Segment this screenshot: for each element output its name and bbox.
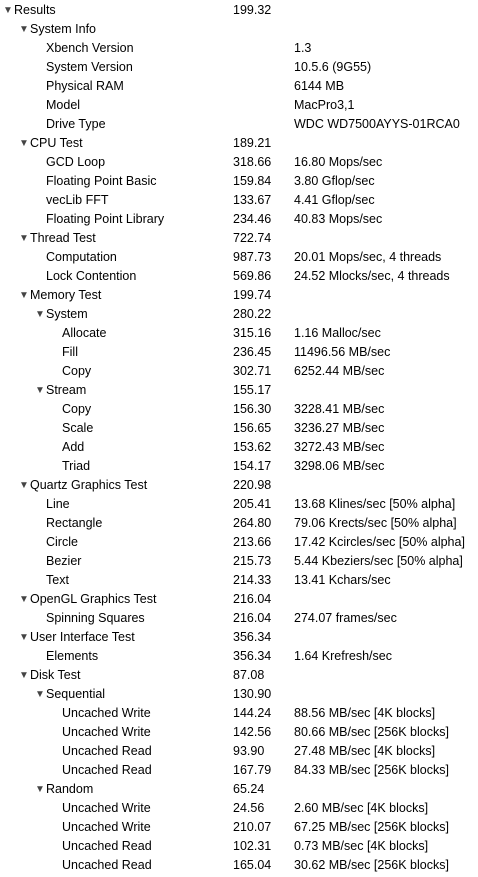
row-label: Text xyxy=(46,573,69,587)
row-score: 216.04 xyxy=(233,592,272,606)
row-label: Floating Point Basic xyxy=(46,174,157,188)
tree-row[interactable] xyxy=(0,172,478,191)
tree-group-row[interactable] xyxy=(0,134,478,153)
row-label: Copy xyxy=(62,402,92,416)
row-label: Rectangle xyxy=(46,516,103,530)
row-label: Uncached Write xyxy=(62,706,151,720)
row-label: Add xyxy=(62,440,85,454)
row-detail: 274.07 frames/sec xyxy=(294,611,397,625)
row-label: OpenGL Graphics Test xyxy=(30,592,157,606)
row-detail: 79.06 Krects/sec [50% alpha] xyxy=(294,516,457,530)
tree-row[interactable] xyxy=(0,438,478,457)
tree-row[interactable] xyxy=(0,362,478,381)
disclosure-triangle-icon[interactable]: ▼ xyxy=(3,5,13,16)
row-score: 987.73 xyxy=(233,250,272,264)
row-score: 144.24 xyxy=(233,706,272,720)
row-detail: 20.01 Mops/sec, 4 threads xyxy=(294,250,442,264)
row-detail: 84.33 MB/sec [256K blocks] xyxy=(294,763,449,777)
row-detail: MacPro3,1 xyxy=(294,98,355,112)
row-label: System xyxy=(46,307,88,321)
row-label: GCD Loop xyxy=(46,155,106,169)
row-score: 159.84 xyxy=(233,174,272,188)
row-label: Scale xyxy=(62,421,94,435)
row-score: 214.33 xyxy=(233,573,272,587)
tree-row[interactable] xyxy=(0,210,478,229)
row-label: Random xyxy=(46,782,94,796)
tree-group-row[interactable] xyxy=(0,476,478,495)
row-detail: WDC WD7500AYYS-01RCA0 xyxy=(294,117,460,131)
row-label: User Interface Test xyxy=(30,630,135,644)
row-score: 302.71 xyxy=(233,364,272,378)
row-detail: 4.41 Gflop/sec xyxy=(294,193,375,207)
row-score: 356.34 xyxy=(233,630,272,644)
tree-row[interactable] xyxy=(0,552,478,571)
tree-row[interactable] xyxy=(0,742,478,761)
row-detail: 30.62 MB/sec [256K blocks] xyxy=(294,858,449,872)
tree-group-row[interactable] xyxy=(0,286,478,305)
row-detail: 1.64 Krefresh/sec xyxy=(294,649,392,663)
row-label: Allocate xyxy=(62,326,107,340)
disclosure-triangle-icon[interactable]: ▼ xyxy=(35,784,45,795)
tree-group-row[interactable] xyxy=(0,1,478,20)
row-label: Uncached Write xyxy=(62,820,151,834)
disclosure-triangle-icon[interactable]: ▼ xyxy=(19,233,29,244)
row-detail: 10.5.6 (9G55) xyxy=(294,60,372,74)
row-detail: 11496.56 MB/sec xyxy=(294,345,391,359)
row-score: 155.17 xyxy=(233,383,272,397)
row-score: 156.65 xyxy=(233,421,272,435)
row-score: 213.66 xyxy=(233,535,272,549)
row-label: Uncached Read xyxy=(62,858,152,872)
disclosure-triangle-icon[interactable]: ▼ xyxy=(35,309,45,320)
disclosure-triangle-icon[interactable]: ▼ xyxy=(19,632,29,643)
row-label: Uncached Write xyxy=(62,801,151,815)
row-detail: 24.52 Mlocks/sec, 4 threads xyxy=(294,269,450,283)
row-label: Uncached Read xyxy=(62,839,152,853)
row-score: 280.22 xyxy=(233,307,272,321)
row-label: Thread Test xyxy=(30,231,96,245)
disclosure-triangle-icon[interactable]: ▼ xyxy=(19,290,29,301)
row-label: vecLib FFT xyxy=(46,193,109,207)
tree-group-row[interactable] xyxy=(0,666,478,685)
row-score: 189.21 xyxy=(233,136,272,150)
tree-row[interactable] xyxy=(0,571,478,590)
row-score: 24.56 xyxy=(233,801,265,815)
tree-row[interactable] xyxy=(0,58,478,77)
tree-row[interactable] xyxy=(0,248,478,267)
row-label: Stream xyxy=(46,383,87,397)
row-score: 199.74 xyxy=(233,288,272,302)
tree-row[interactable] xyxy=(0,343,478,362)
tree-group-row[interactable] xyxy=(0,20,478,39)
row-score: 722.74 xyxy=(233,231,272,245)
row-score: 153.62 xyxy=(233,440,272,454)
row-detail: 13.68 Klines/sec [50% alpha] xyxy=(294,497,456,511)
row-detail: 3298.06 MB/sec xyxy=(294,459,385,473)
tree-row[interactable] xyxy=(0,704,478,723)
row-detail: 67.25 MB/sec [256K blocks] xyxy=(294,820,449,834)
row-detail: 3228.41 MB/sec xyxy=(294,402,385,416)
row-detail: 5.44 Kbeziers/sec [50% alpha] xyxy=(294,554,463,568)
tree-group-row[interactable] xyxy=(0,229,478,248)
row-label: Xbench Version xyxy=(46,41,134,55)
row-detail: 1.16 Malloc/sec xyxy=(294,326,381,340)
row-label: Drive Type xyxy=(46,117,106,131)
tree-row[interactable] xyxy=(0,457,478,476)
disclosure-triangle-icon[interactable]: ▼ xyxy=(19,670,29,681)
tree-row[interactable] xyxy=(0,761,478,780)
row-detail: 16.80 Mops/sec xyxy=(294,155,383,169)
tree-row[interactable] xyxy=(0,799,478,818)
row-score: 167.79 xyxy=(233,763,272,777)
row-label: Uncached Write xyxy=(62,725,151,739)
row-score: 154.17 xyxy=(233,459,272,473)
tree-row[interactable] xyxy=(0,153,478,172)
row-detail: 13.41 Kchars/sec xyxy=(294,573,391,587)
disclosure-triangle-icon[interactable]: ▼ xyxy=(19,24,29,35)
row-label: Model xyxy=(46,98,81,112)
row-label: Copy xyxy=(62,364,92,378)
row-label: Triad xyxy=(62,459,91,473)
row-score: 210.07 xyxy=(233,820,272,834)
row-detail: 6144 MB xyxy=(294,79,345,93)
row-score: 220.98 xyxy=(233,478,272,492)
tree-group-row[interactable] xyxy=(0,590,478,609)
row-label: Lock Contention xyxy=(46,269,137,283)
tree-row[interactable] xyxy=(0,837,478,856)
row-label: Circle xyxy=(46,535,78,549)
row-score: 356.34 xyxy=(233,649,272,663)
row-detail: 2.60 MB/sec [4K blocks] xyxy=(294,801,429,815)
tree-row[interactable] xyxy=(0,533,478,552)
disclosure-triangle-icon[interactable]: ▼ xyxy=(19,480,29,491)
tree-row[interactable] xyxy=(0,267,478,286)
row-score: 199.32 xyxy=(233,3,272,17)
disclosure-triangle-icon[interactable]: ▼ xyxy=(19,138,29,149)
tree-group-row[interactable] xyxy=(0,628,478,647)
row-label: Elements xyxy=(46,649,99,663)
row-score: 264.80 xyxy=(233,516,272,530)
row-score: 102.31 xyxy=(233,839,272,853)
tree-row[interactable] xyxy=(0,400,478,419)
tree-group-row[interactable] xyxy=(0,305,478,324)
row-score: 65.24 xyxy=(233,782,265,796)
row-detail: 6252.44 MB/sec xyxy=(294,364,385,378)
row-score: 165.04 xyxy=(233,858,272,872)
row-detail: 40.83 Mops/sec xyxy=(294,212,383,226)
row-label: System Version xyxy=(46,60,133,74)
tree-row[interactable] xyxy=(0,514,478,533)
row-score: 93.90 xyxy=(233,744,265,758)
row-detail: 27.48 MB/sec [4K blocks] xyxy=(294,744,436,758)
row-score: 156.30 xyxy=(233,402,272,416)
tree-row[interactable] xyxy=(0,77,478,96)
row-score: 205.41 xyxy=(233,497,272,511)
row-label: Line xyxy=(46,497,70,511)
row-score: 142.56 xyxy=(233,725,272,739)
row-label: Spinning Squares xyxy=(46,611,145,625)
row-score: 318.66 xyxy=(233,155,272,169)
row-score: 234.46 xyxy=(233,212,272,226)
tree-group-row[interactable] xyxy=(0,685,478,704)
row-label: Floating Point Library xyxy=(46,212,165,226)
row-score: 130.90 xyxy=(233,687,272,701)
disclosure-triangle-icon[interactable]: ▼ xyxy=(19,594,29,605)
row-label: Memory Test xyxy=(30,288,102,302)
row-label: Results xyxy=(14,3,56,17)
row-label: CPU Test xyxy=(30,136,83,150)
row-label: Uncached Read xyxy=(62,763,152,777)
row-label: Physical RAM xyxy=(46,79,124,93)
tree-row[interactable] xyxy=(0,723,478,742)
row-detail: 1.3 xyxy=(294,41,312,55)
tree-row[interactable] xyxy=(0,96,478,115)
tree-group-row[interactable] xyxy=(0,780,478,799)
row-detail: 0.73 MB/sec [4K blocks] xyxy=(294,839,429,853)
row-score: 315.16 xyxy=(233,326,272,340)
row-detail: 17.42 Kcircles/sec [50% alpha] xyxy=(294,535,465,549)
tree-row[interactable] xyxy=(0,39,478,58)
tree-row[interactable] xyxy=(0,419,478,438)
row-label: Sequential xyxy=(46,687,106,701)
row-detail: 3236.27 MB/sec xyxy=(294,421,385,435)
row-detail: 3.80 Gflop/sec xyxy=(294,174,375,188)
tree-row[interactable] xyxy=(0,324,478,343)
row-score: 133.67 xyxy=(233,193,272,207)
row-detail: 3272.43 MB/sec xyxy=(294,440,385,454)
row-label: Uncached Read xyxy=(62,744,152,758)
tree-row[interactable] xyxy=(0,647,478,666)
disclosure-triangle-icon[interactable]: ▼ xyxy=(35,385,45,396)
row-score: 216.04 xyxy=(233,611,272,625)
tree-row[interactable] xyxy=(0,856,478,875)
disclosure-triangle-icon[interactable]: ▼ xyxy=(35,689,45,700)
row-label: Bezier xyxy=(46,554,82,568)
row-label: System Info xyxy=(30,22,96,36)
row-score: 215.73 xyxy=(233,554,272,568)
tree-row[interactable] xyxy=(0,115,478,134)
tree-row[interactable] xyxy=(0,191,478,210)
row-label: Computation xyxy=(46,250,117,264)
row-label: Quartz Graphics Test xyxy=(30,478,148,492)
row-label: Fill xyxy=(62,345,78,359)
tree-group-row[interactable] xyxy=(0,381,478,400)
row-label: Disk Test xyxy=(30,668,81,682)
row-detail: 88.56 MB/sec [4K blocks] xyxy=(294,706,436,720)
row-score: 569.86 xyxy=(233,269,272,283)
tree-row[interactable] xyxy=(0,609,478,628)
row-detail: 80.66 MB/sec [256K blocks] xyxy=(294,725,449,739)
row-score: 87.08 xyxy=(233,668,265,682)
tree-row[interactable] xyxy=(0,818,478,837)
row-score: 236.45 xyxy=(233,345,272,359)
tree-row[interactable] xyxy=(0,495,478,514)
